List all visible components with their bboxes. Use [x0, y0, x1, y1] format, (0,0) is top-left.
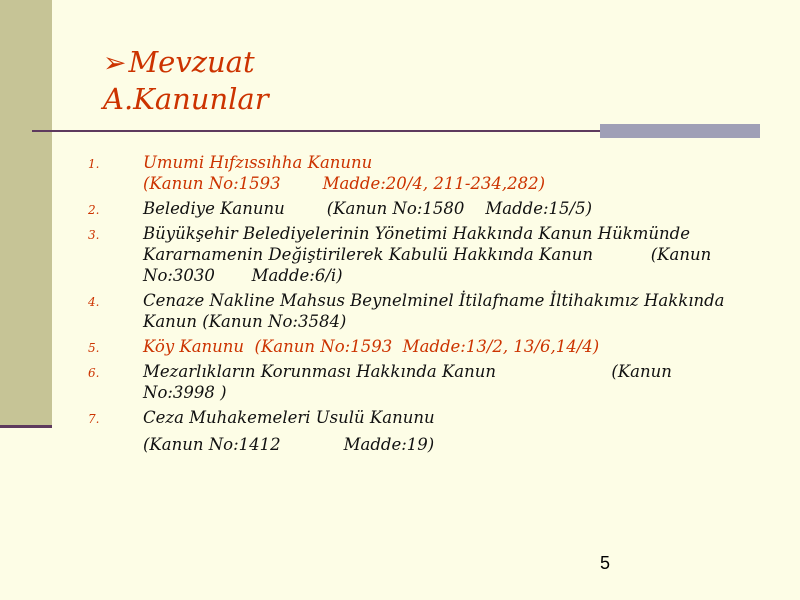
list-item [88, 407, 738, 455]
list-item [88, 290, 738, 332]
list-item-text: Cenaze Nakline Mahsus Beynelminel İtilafname İltihakımız Hakkında [143, 291, 725, 310]
list-item-text: No:3998 ) [143, 383, 227, 402]
header-accent-box [600, 124, 760, 138]
left-bar-underline [0, 425, 52, 428]
list-item-text: Belediye Kanunu (Kanun No:1580 Madde:15/5) [143, 199, 593, 218]
list-item [88, 198, 738, 219]
title-line-1 [103, 44, 269, 81]
arrow-bullet-icon: ➢ [103, 46, 127, 79]
list-number: 1. [88, 157, 100, 171]
list-item [88, 152, 738, 194]
list-item [88, 361, 738, 403]
list-number: 6. [88, 366, 100, 380]
list-item-text: (Kanun No:1412 Madde:19) [143, 435, 435, 454]
list-number: 3. [88, 228, 100, 242]
page-number: 5 [600, 553, 611, 573]
left-decorative-bar [0, 0, 52, 426]
list-item-text: No:3030 Madde:6/i) [143, 266, 343, 285]
title-text-1: Mevzuat [128, 45, 255, 79]
list-item-text: Mezarlıkların Korunması Hakkında Kanun (Kanun [143, 362, 672, 381]
list-item-text: Büyükşehir Belediyelerinin Yönetimi Hakkında Kanun Hükmünde [143, 224, 690, 243]
list-item [88, 336, 738, 357]
list-item-text: Umumi Hıfzıssıhha Kanunu [143, 153, 373, 172]
list-item-text: Kararnamenin Değiştirilerek Kabulü Hakkında Kanun (Kanun [143, 245, 712, 264]
list-number: 2. [88, 203, 100, 217]
law-list [88, 152, 738, 459]
list-item-text: Kanun (Kanun No:3584) [143, 312, 347, 331]
slide-title [103, 44, 269, 117]
list-item-text: Köy Kanunu (Kanun No:1593 Madde:13/2, 13/6,14/4) [143, 337, 600, 356]
title-line-2: A.Kanunlar [103, 82, 269, 116]
list-number: 5. [88, 341, 100, 355]
list-item [88, 223, 738, 286]
list-number: 7. [88, 412, 100, 426]
list-number: 4. [88, 295, 100, 309]
list-item-text: Ceza Muhakemeleri Usulü Kanunu [143, 408, 435, 427]
list-item-text: (Kanun No:1593 Madde:20/4, 211-234,282) [143, 174, 546, 193]
